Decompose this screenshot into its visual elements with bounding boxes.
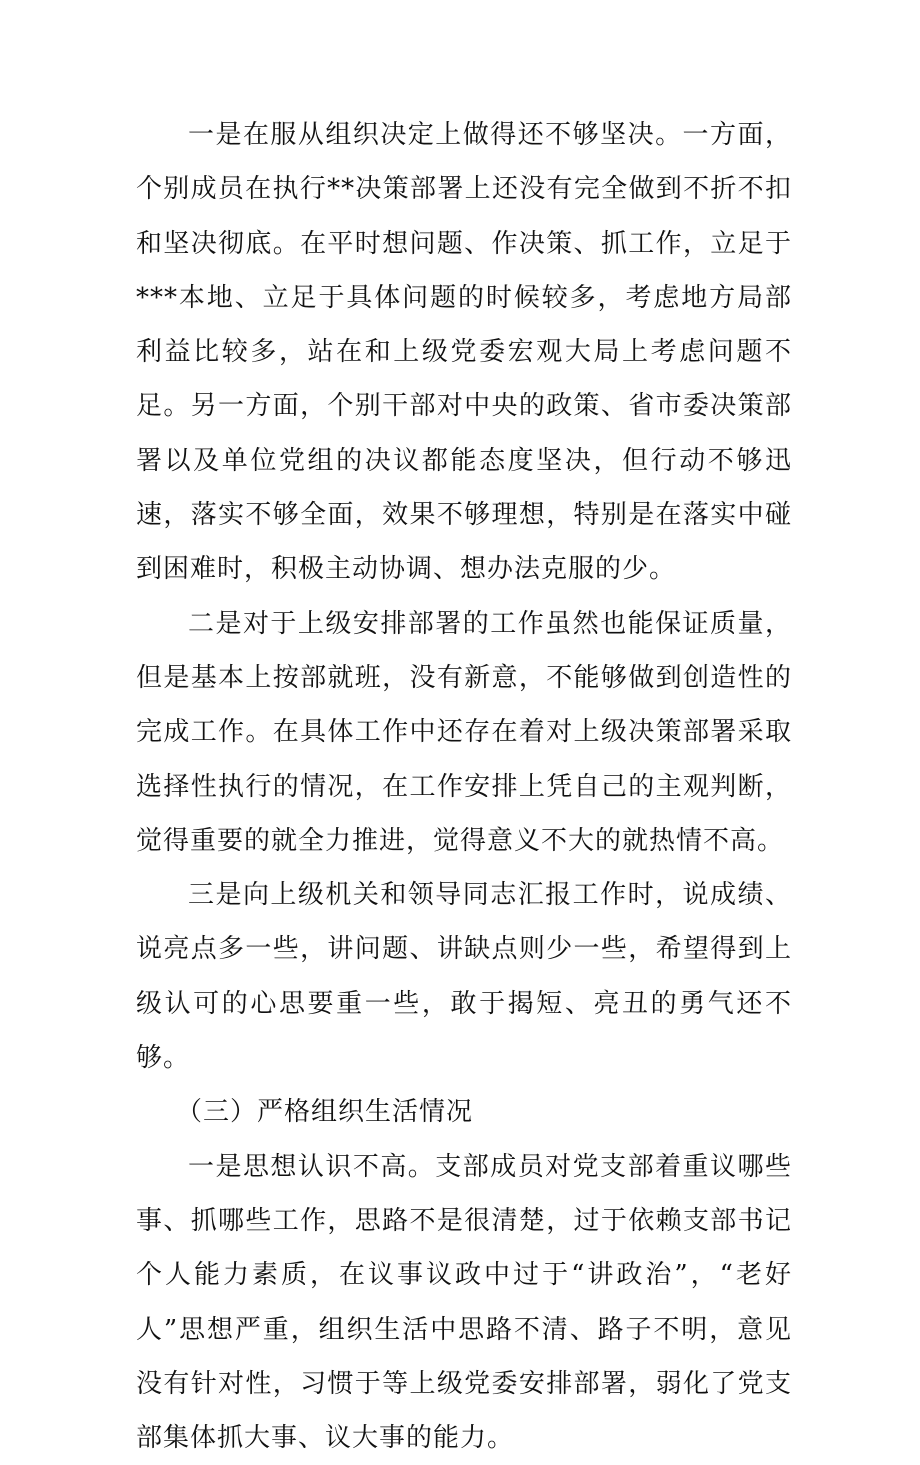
- section-heading: （三）严格组织生活情况: [176, 1097, 474, 1128]
- paragraph-2: 二是对于上级安排部署的工作虽然也能保证质量，但是基本上按部就班，没有新意，不能够做到创造性的完成工作。在具体工作中还存在着对上级决策部署采取选择性执行的情况，在工作安排上凭自己的主观判断，觉得重要的就全力推进，觉得意义不大的就热情不高。: [136, 608, 792, 856]
- paragraph-1: 一是在服从组织决定上做得还不够坚决。一方面，个别成员在执行**决策部署上还没有完全做到不折不扣和坚决彻底。在平时想问题、作决策、抓工作，立足于***本地、立足于具体问题的时候较多，考虑地方局部利益比较多，站在和上级党委宏观大局上考虑问题不足。另一方面，个别干部对中央的政策、省市委决策部署以及单位党组的决议都能态度坚决，但行动不够迅速，落实不够全面，效果不够理想，特别是在落实中碰到困难时，积极主动协调、想办法克服的少。: [136, 120, 792, 585]
- paragraph-3: 三是向上级机关和领导同志汇报工作时，说成绩、说亮点多一些，讲问题、讲缺点则少一些，希望得到上级认可的心思要重一些，敢于揭短、亮丑的勇气还不够。: [136, 880, 792, 1074]
- document-body: [136, 108, 792, 1465]
- section-paragraph-1: 一是思想认识不高。支部成员对党支部着重议哪些事、抓哪些工作，思路不是很清楚，过于依赖支部书记个人能力素质，在议事议政中过于“讲政治”，“老好人”思想严重，组织生活中思路不清、路子不明，意见没有针对性，习惯于等上级党委安排部署，弱化了党支部集体抓大事、议大事的能力。: [136, 1151, 792, 1454]
